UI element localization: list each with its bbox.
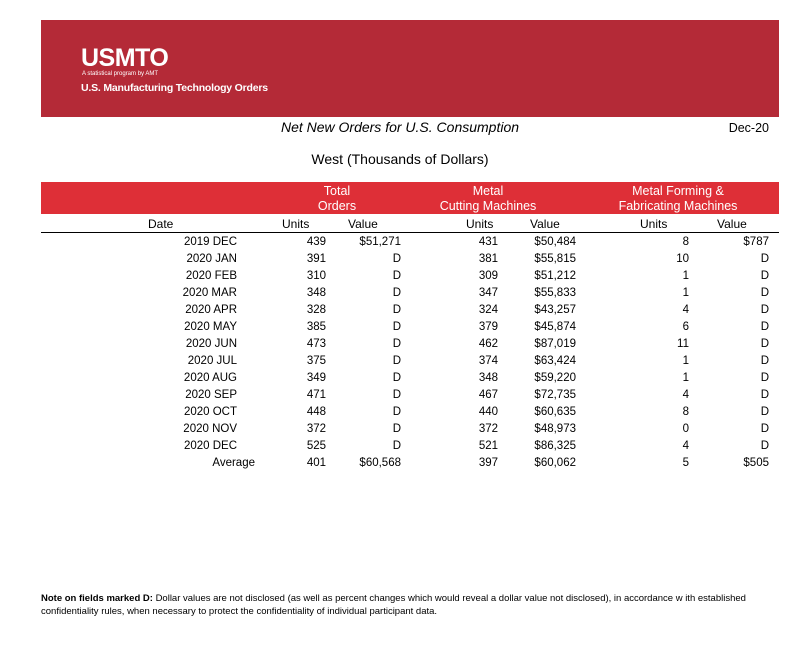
- table-row: [0, 269, 800, 286]
- total-value-cell: $60,568: [359, 457, 401, 469]
- total-units-cell: 439: [306, 236, 326, 248]
- date-cell: 2020 SEP: [185, 389, 237, 401]
- forming-value-cell: D: [760, 406, 769, 418]
- forming-units-cell: 5: [682, 457, 689, 469]
- forming-value-cell: D: [760, 389, 769, 401]
- banner-subtitle: U.S. Manufacturing Technology Orders: [81, 82, 268, 94]
- table-row-average: [0, 456, 800, 473]
- total-value-cell: D: [392, 355, 401, 367]
- footnote: [41, 592, 761, 618]
- forming-units-cell: 4: [682, 389, 689, 401]
- cutting-value-cell: $86,325: [534, 440, 576, 452]
- column-header-forming-value: Value: [717, 217, 747, 231]
- forming-units-cell: 0: [682, 423, 689, 435]
- cutting-units-cell: 348: [478, 372, 498, 384]
- total-value-cell: D: [392, 321, 401, 333]
- forming-units-cell: 1: [682, 270, 689, 282]
- cutting-units-cell: 467: [478, 389, 498, 401]
- footnote-label: Note on fields marked D:: [41, 593, 153, 604]
- forming-value-cell: $505: [743, 457, 769, 469]
- total-units-cell: 448: [306, 406, 326, 418]
- total-units-cell: 385: [306, 321, 326, 333]
- total-value-cell: D: [392, 389, 401, 401]
- column-header-forming-units: Units: [640, 217, 668, 231]
- usmto-logo: [81, 46, 168, 78]
- date-cell: 2020 NOV: [183, 423, 237, 435]
- region-title: West (Thousands of Dollars): [311, 151, 489, 167]
- cutting-units-cell: 347: [478, 287, 498, 299]
- forming-value-cell: D: [760, 287, 769, 299]
- cutting-units-cell: 462: [478, 338, 498, 350]
- cutting-value-cell: $55,815: [534, 253, 576, 265]
- cutting-units-cell: 374: [478, 355, 498, 367]
- cutting-units-cell: 309: [478, 270, 498, 282]
- cutting-units-cell: 324: [478, 304, 498, 316]
- total-units-cell: 391: [306, 253, 326, 265]
- group-total-orders: Total Orders: [317, 184, 357, 213]
- date-cell: 2020 AUG: [183, 372, 237, 384]
- orders-table-body: [0, 235, 800, 473]
- table-row: [0, 286, 800, 303]
- column-header-date: Date: [148, 217, 174, 231]
- cutting-value-cell: $72,735: [534, 389, 576, 401]
- table-row: [0, 320, 800, 337]
- header-divider: [41, 232, 779, 233]
- cutting-value-cell: $60,635: [534, 406, 576, 418]
- forming-value-cell: D: [760, 338, 769, 350]
- date-cell: 2020 MAY: [184, 321, 237, 333]
- cutting-value-cell: $60,062: [534, 457, 576, 469]
- table-row: [0, 252, 800, 269]
- report-title: Net New Orders for U.S. Consumption: [280, 119, 520, 135]
- header-banner: [41, 20, 779, 117]
- table-row: [0, 422, 800, 439]
- total-value-cell: $51,271: [359, 236, 401, 248]
- table-row: [0, 388, 800, 405]
- forming-value-cell: D: [760, 304, 769, 316]
- cutting-units-cell: 521: [478, 440, 498, 452]
- total-units-cell: 372: [306, 423, 326, 435]
- table-row: [0, 235, 800, 252]
- date-cell: 2020 APR: [185, 304, 237, 316]
- date-cell: 2020 JUL: [187, 355, 237, 367]
- cutting-value-cell: $48,973: [534, 423, 576, 435]
- forming-units-cell: 1: [682, 355, 689, 367]
- cutting-value-cell: $43,257: [534, 304, 576, 316]
- cutting-value-cell: $63,424: [534, 355, 576, 367]
- forming-value-cell: D: [760, 253, 769, 265]
- cutting-units-cell: 381: [478, 253, 498, 265]
- forming-value-cell: D: [760, 270, 769, 282]
- forming-units-cell: 4: [682, 440, 689, 452]
- average-label: Average: [212, 457, 255, 469]
- date-cell: 2020 JUN: [185, 338, 237, 350]
- cutting-units-cell: 372: [478, 423, 498, 435]
- total-units-cell: 473: [306, 338, 326, 350]
- total-value-cell: D: [392, 304, 401, 316]
- forming-value-cell: D: [760, 355, 769, 367]
- table-row: [0, 337, 800, 354]
- cutting-value-cell: $59,220: [534, 372, 576, 384]
- group-metal-forming: Metal Forming & Fabricating Machines: [618, 184, 738, 213]
- total-value-cell: D: [392, 423, 401, 435]
- date-cell: 2020 OCT: [183, 406, 237, 418]
- total-units-cell: 348: [306, 287, 326, 299]
- total-units-cell: 525: [306, 440, 326, 452]
- footnote-text: Dollar values are not disclosed (as well as percent changes which would reveal a dollar value not disclosed), in accordance w ith established confidentiality rules, when necessary to protect the confidentiality of individual participant data.: [41, 593, 746, 617]
- forming-units-cell: 11: [677, 338, 689, 350]
- forming-units-cell: 4: [682, 304, 689, 316]
- total-units-cell: 310: [306, 270, 326, 282]
- group-metal-cutting: Metal Cutting Machines: [439, 184, 537, 213]
- total-value-cell: D: [392, 440, 401, 452]
- cutting-value-cell: $87,019: [534, 338, 576, 350]
- forming-units-cell: 8: [682, 406, 689, 418]
- date-cell: 2019 DEC: [183, 236, 237, 248]
- forming-value-cell: D: [760, 440, 769, 452]
- logo-tagline: A statistical program by AMT: [82, 71, 159, 77]
- column-header-total-units: Units: [282, 217, 310, 231]
- total-units-cell: 328: [306, 304, 326, 316]
- cutting-value-cell: $51,212: [534, 270, 576, 282]
- date-cell: 2020 FEB: [185, 270, 237, 282]
- column-group-bar: [41, 182, 779, 214]
- table-row: [0, 303, 800, 320]
- cutting-value-cell: $55,833: [534, 287, 576, 299]
- forming-units-cell: 8: [682, 236, 689, 248]
- forming-value-cell: $787: [743, 236, 769, 248]
- cutting-units-cell: 440: [478, 406, 498, 418]
- forming-value-cell: D: [760, 321, 769, 333]
- forming-units-cell: 10: [676, 253, 689, 265]
- total-units-cell: 349: [306, 372, 326, 384]
- forming-value-cell: D: [760, 423, 769, 435]
- date-cell: 2020 JAN: [186, 253, 237, 265]
- date-cell: 2020 DEC: [183, 440, 237, 452]
- forming-units-cell: 1: [682, 372, 689, 384]
- cutting-value-cell: $50,484: [534, 236, 576, 248]
- date-cell: 2020 MAR: [182, 287, 237, 299]
- table-row: [0, 405, 800, 422]
- column-header-total-value: Value: [348, 217, 378, 231]
- total-value-cell: D: [392, 253, 401, 265]
- total-units-cell: 375: [306, 355, 326, 367]
- forming-units-cell: 1: [682, 287, 689, 299]
- total-value-cell: D: [392, 406, 401, 418]
- table-row: [0, 371, 800, 388]
- forming-value-cell: D: [760, 372, 769, 384]
- cutting-units-cell: 379: [478, 321, 498, 333]
- cutting-units-cell: 397: [478, 457, 498, 469]
- column-header-cutting-value: Value: [530, 217, 560, 231]
- forming-units-cell: 6: [682, 321, 689, 333]
- table-row: [0, 354, 800, 371]
- total-units-cell: 401: [306, 457, 326, 469]
- total-value-cell: D: [392, 270, 401, 282]
- cutting-units-cell: 431: [478, 236, 498, 248]
- logo-text: USMTO: [81, 44, 169, 72]
- total-units-cell: 471: [306, 389, 326, 401]
- total-value-cell: D: [392, 338, 401, 350]
- column-header-cutting-units: Units: [466, 217, 494, 231]
- total-value-cell: D: [392, 287, 401, 299]
- cutting-value-cell: $45,874: [534, 321, 576, 333]
- table-row: [0, 439, 800, 456]
- total-value-cell: D: [392, 372, 401, 384]
- report-date: Dec-20: [728, 121, 769, 135]
